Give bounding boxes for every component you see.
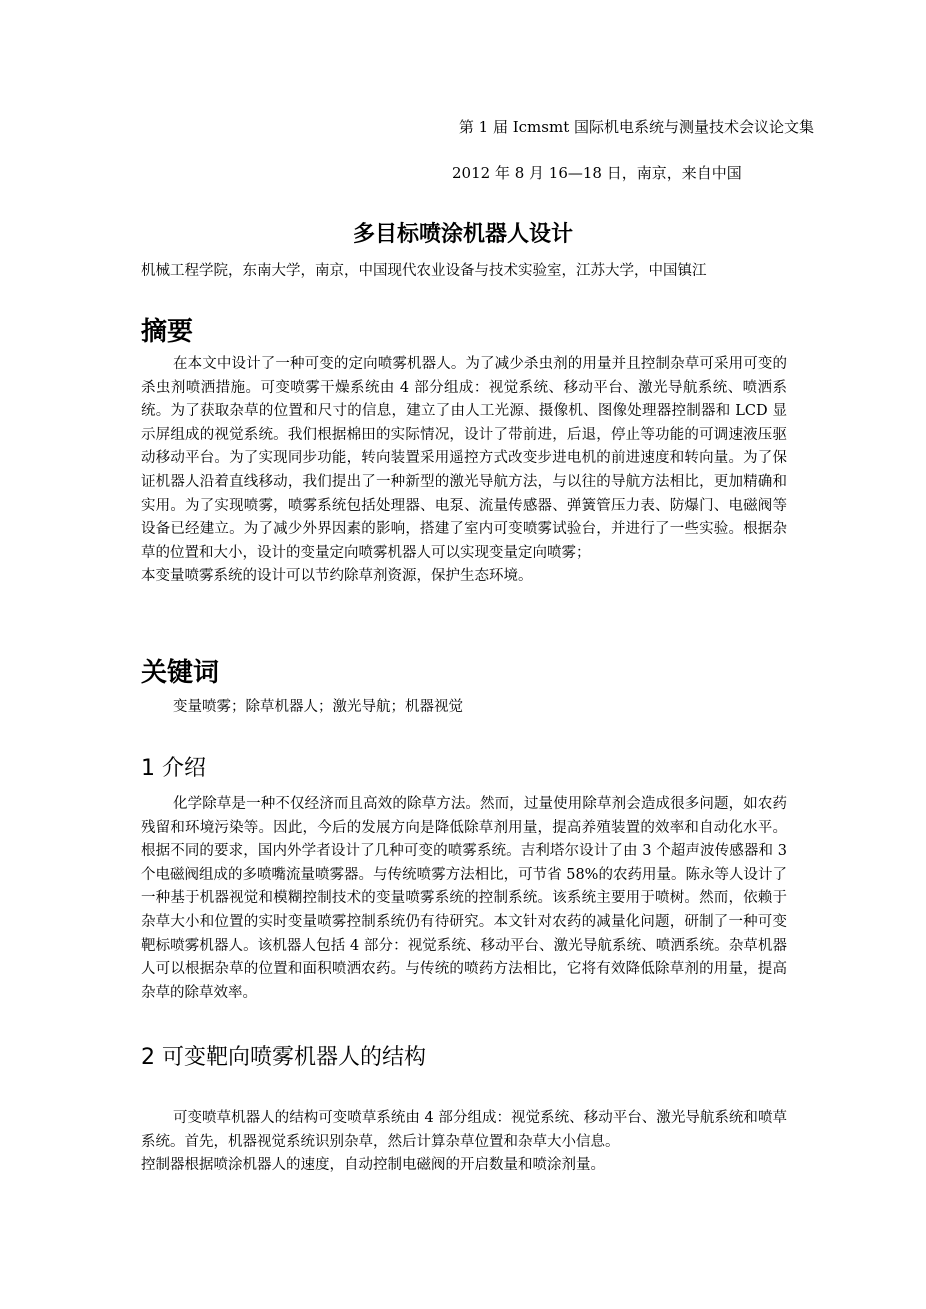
- abstract-heading: 摘要: [141, 317, 194, 347]
- abstract-body: [141, 353, 787, 589]
- structure-paragraph: 可变喷草机器人的结构可变喷草系统由 4 部分组成：视觉系统、移动平台、激光导航系统和喷草系统。首先，机器视觉系统识别杂草，然后计算杂草位置和杂草大小信息。: [141, 1110, 787, 1150]
- introduction-heading: 1 介绍: [141, 756, 206, 781]
- date-location: 2012 年 8 月 16—18 日，南京，来自中国: [452, 164, 742, 182]
- structure-body: [141, 1107, 787, 1178]
- conference-header: 第 1 届 Icmsmt 国际机电系统与测量技术会议论文集: [458, 118, 814, 136]
- structure-heading: 2 可变靶向喷雾机器人的结构: [141, 1045, 426, 1070]
- abstract-paragraph: 在本文中设计了一种可变的定向喷雾机器人。为了减少杀虫剂的用量并且控制杂草可采用可变的杀虫剂喷洒措施。可变喷雾干燥系统由 4 部分组成：视觉系统、移动平台、激光导航系统、喷洒系统。为了获取杂草的位置和尺寸的信息，建立了由人工光源、摄像机、图像处理器控制器和 LCD 显示屏组成的视觉系统。我们根据棉田的实际情况，设计了带前进，后退，停止等功能的可调速液压驱动移动平台。为了实现同步功能，转向装置采用遥控方式改变步进电机的前进速度和转向量。为了保证机器人沿着直线移动，我们提出了一种新型的激光导航方法，与以往的导航方法相比，更加精确和实用。为了实现喷雾，喷雾系统包括处理器、电泵、流量传感器、弹簧管压力表、防爆门、电磁阀等设备已经建立。为了减少外界因素的影响，搭建了室内可变喷雾试验台，并进行了一些实验。根据杂草的位置和大小，设计的变量定向喷雾机器人可以实现变量定向喷雾；: [141, 356, 787, 561]
- keywords-heading: 关键词: [141, 658, 220, 688]
- affiliation: 机械工程学院，东南大学，南京，中国现代农业设备与技术实验室，江苏大学，中国镇江: [141, 263, 707, 279]
- paper-title: 多目标喷涂机器人设计: [352, 222, 573, 247]
- structure-paragraph-2: 控制器根据喷涂机器人的速度，自动控制电磁阀的开启数量和喷涂剂量。: [141, 1157, 605, 1174]
- abstract-conclusion: 本变量喷雾系统的设计可以节约除草剂资源，保护生态环境。: [141, 568, 533, 585]
- introduction-body: [141, 793, 787, 1005]
- keywords-text: 变量喷雾；除草机器人；激光导航；机器视觉: [173, 699, 463, 715]
- introduction-paragraph: 化学除草是一种不仅经济而且高效的除草方法。然而，过量使用除草剂会造成很多问题，如农药残留和环境污染等。因此，今后的发展方向是降低除草剂用量，提高养殖装置的效率和自动化水平。根据不同的要求，国内外学者设计了几种可变的喷雾系统。吉利塔尔设计了由 3 个超声波传感器和 3 个电磁阀组成的多喷嘴流量喷雾器。与传统喷雾方法相比，可节省 58%的农药用量。陈永等人设计了一种基于机器视觉和模糊控制技术的变量喷雾系统的控制系统。该系统主要用于喷树。然而，依赖于杂草大小和位置的实时变量喷雾控制系统仍有待研究。本文针对农药的减量化问题，研制了一种可变靶标喷雾机器人。该机器人包括 4 部分：视觉系统、移动平台、激光导航系统、喷洒系统。杂草机器人可以根据杂草的位置和面积喷洒农药。与传统的喷药方法相比，它将有效降低除草剂的用量，提高杂草的除草效率。: [141, 796, 787, 1001]
